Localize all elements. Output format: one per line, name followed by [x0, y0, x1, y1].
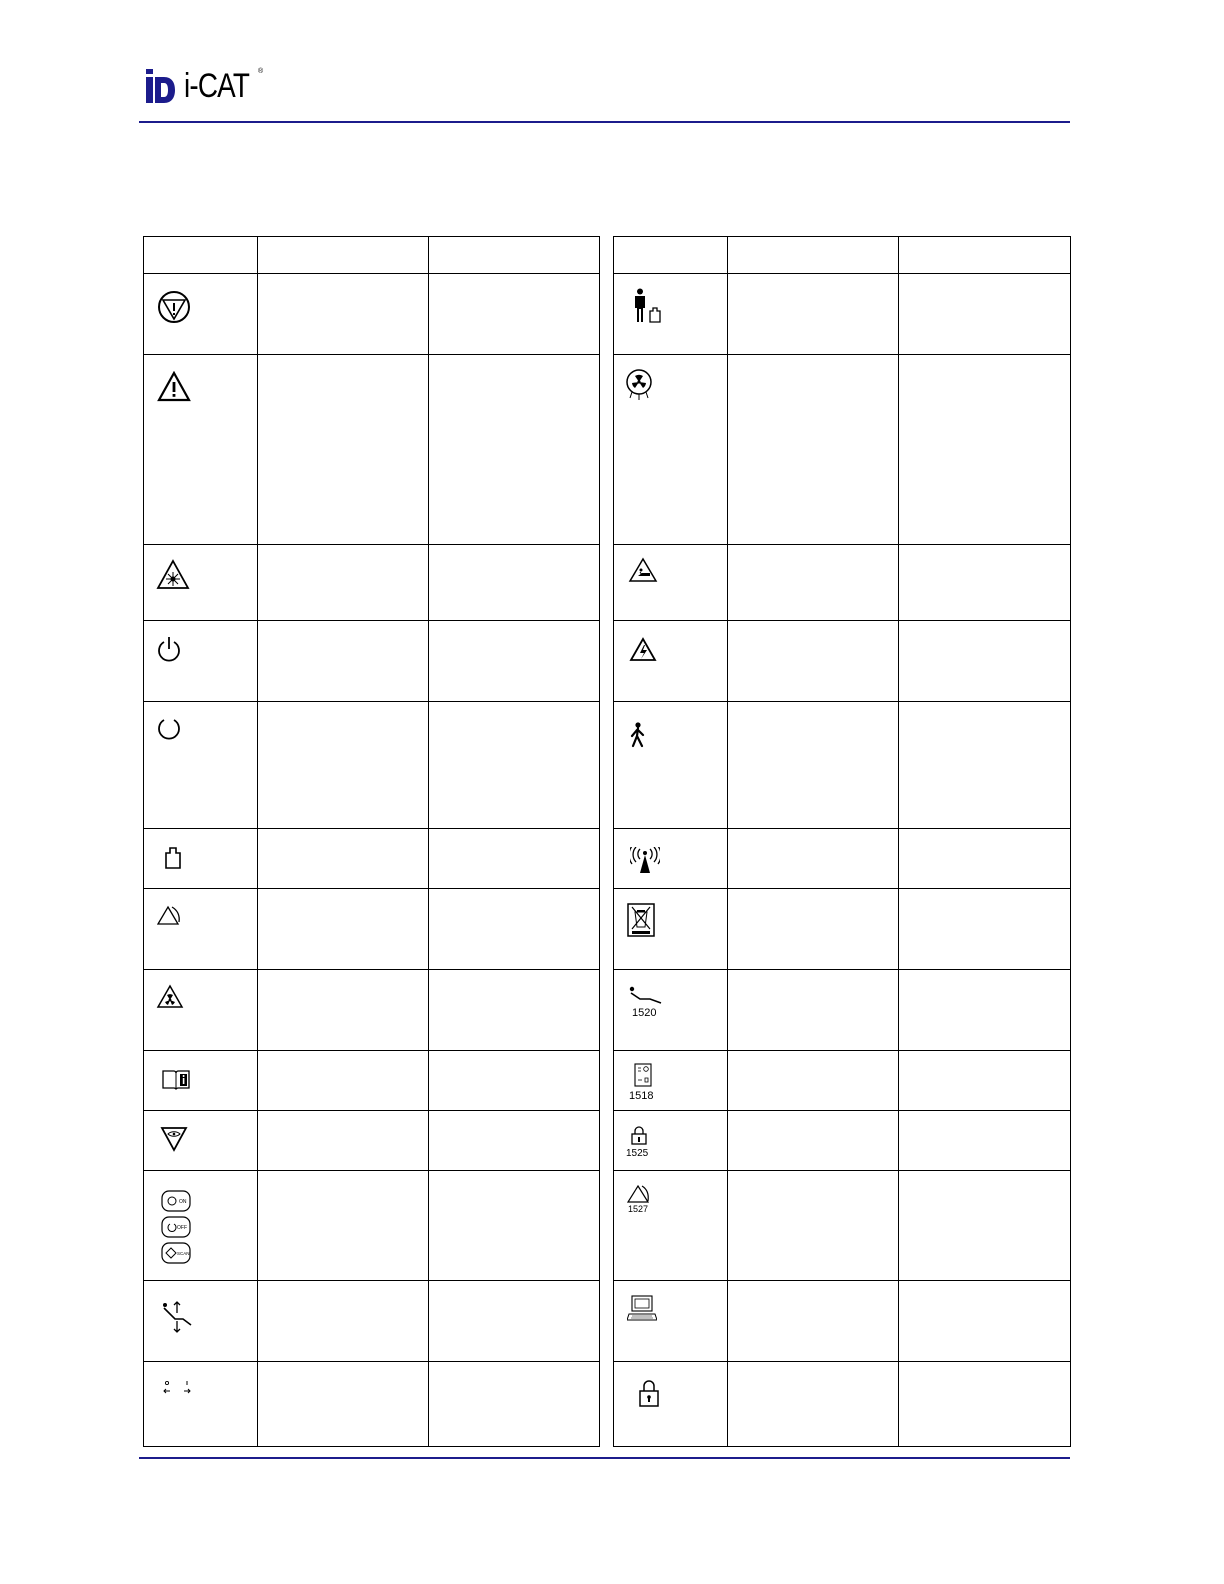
table-row: [144, 355, 600, 545]
radiation-warning-icon: [156, 984, 184, 1010]
table-row: [614, 274, 1071, 355]
symbols-table-left: [143, 236, 600, 1447]
weight-icon: [164, 847, 182, 869]
table-row: [144, 1111, 600, 1171]
control-buttons-icon: [161, 1190, 191, 1264]
icat-logo: [146, 68, 263, 104]
table-row: [144, 1281, 600, 1362]
computer-icon: [627, 1295, 657, 1321]
table-row: [144, 621, 600, 702]
table-row: [614, 1362, 1071, 1447]
symbol-code-1525: 1525: [626, 1148, 649, 1159]
table-row: [144, 274, 600, 355]
chair-up-down-icon: [161, 1299, 193, 1335]
power-on-icon: [156, 635, 182, 663]
triangle-caution-icon: [627, 1184, 653, 1204]
table-row: [614, 545, 1071, 621]
on-label: ON: [179, 1199, 187, 1205]
is-logo-icon: [146, 69, 176, 103]
table-header-row: [614, 237, 1071, 274]
header-rule: [139, 121, 1070, 123]
rotation-arrows-icon: [162, 1380, 192, 1396]
warning-triangle-icon: [157, 371, 191, 403]
scan-label: SCAN: [177, 1251, 190, 1256]
laser-warning-icon: [156, 559, 190, 591]
table-row: [614, 970, 1071, 1051]
lock-small-icon: [630, 1125, 648, 1145]
symbol-code-1527: 1527: [628, 1204, 649, 1214]
weee-disposal-icon: [627, 903, 655, 937]
table-row: [614, 1111, 1071, 1171]
table-row: [144, 829, 600, 889]
chair-recline-icon: [628, 985, 664, 1005]
pinch-warning-icon: [628, 557, 658, 583]
non-ionizing-radiation-icon: [630, 847, 660, 875]
inverted-triangle-icon: [159, 1125, 189, 1153]
table-row: [614, 829, 1071, 889]
logo-text: i-CAT: [184, 67, 250, 105]
consult-manual-icon: [161, 1068, 191, 1090]
table-row: [144, 702, 600, 829]
caution-hot-triangle-icon: [157, 905, 183, 927]
type-b-applied-part-icon: [628, 722, 648, 748]
symbol-code-1518: 1518: [629, 1090, 654, 1102]
table-row: [614, 889, 1071, 970]
symbol-code-1520: 1520: [632, 1007, 657, 1019]
table-row: [144, 545, 600, 621]
person-weight-icon: [631, 288, 667, 324]
footer-rule: [139, 1457, 1070, 1459]
scan-button-icon: [161, 1242, 191, 1264]
table-row: [614, 1171, 1071, 1281]
symbols-table-right: [613, 236, 1071, 1447]
electrical-hazard-icon: [629, 637, 657, 663]
padlock-icon: [638, 1378, 660, 1408]
table-row: [144, 1171, 600, 1281]
table-header-row: [144, 237, 600, 274]
registered-mark: ®: [258, 68, 264, 75]
table-row: [614, 1051, 1071, 1111]
table-row: [614, 355, 1071, 545]
power-off-icon: [156, 716, 182, 742]
table-row: [144, 889, 600, 970]
table-row: [144, 1051, 600, 1111]
table-row: [144, 970, 600, 1051]
emergency-stop-icon: [157, 290, 191, 324]
table-row: [614, 1281, 1071, 1362]
panel-icon: [634, 1063, 652, 1087]
off-button-icon: [161, 1216, 191, 1238]
table-row: [614, 702, 1071, 829]
xray-tube-icon: [626, 369, 656, 409]
off-label: OFF: [177, 1225, 187, 1231]
table-row: [144, 1362, 600, 1447]
on-button-icon: [161, 1190, 191, 1212]
table-row: [614, 621, 1071, 702]
